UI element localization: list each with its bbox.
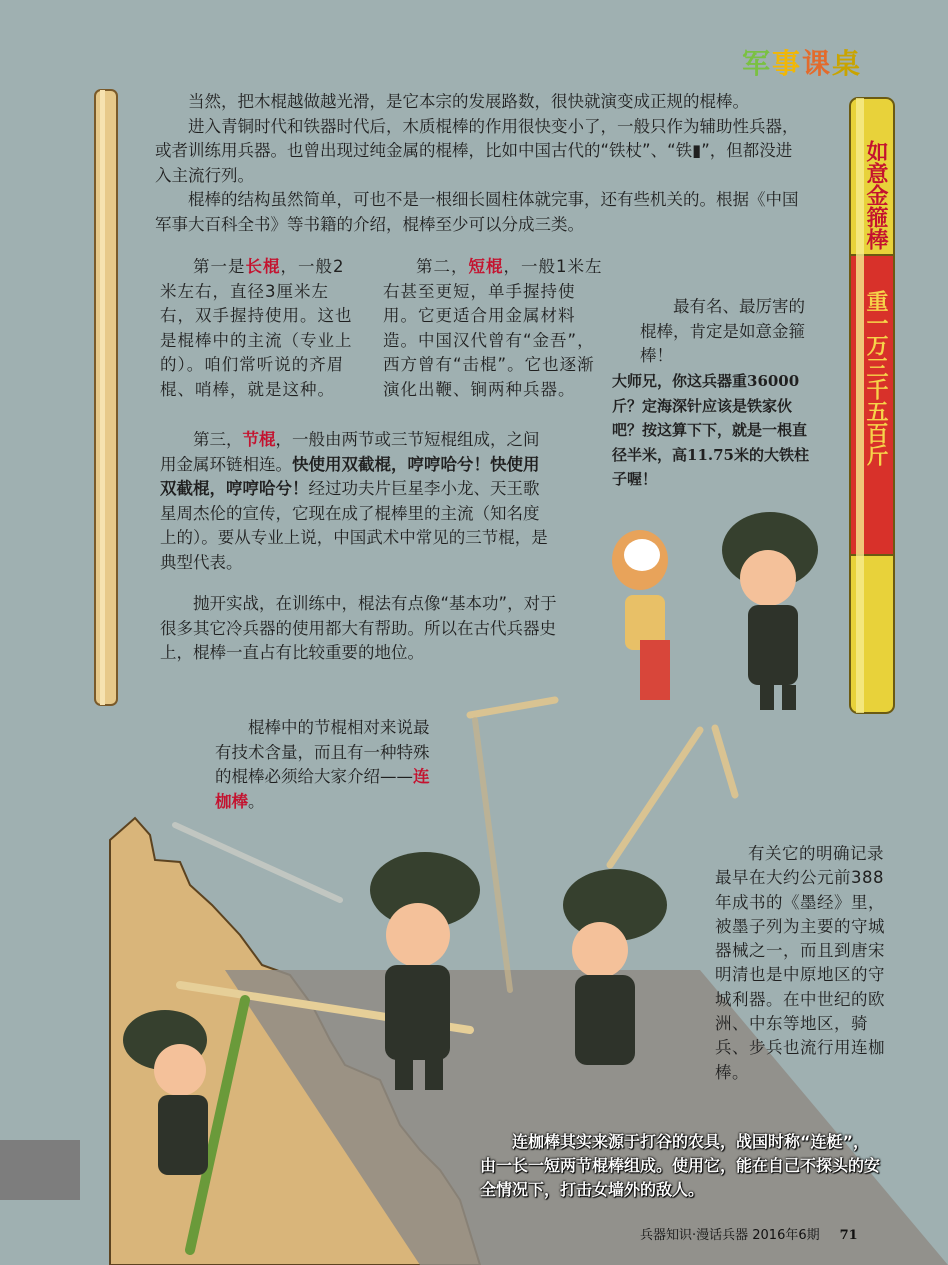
- page-footer: [640, 1224, 858, 1243]
- flail-intro-body: 棍棒中的节棍相对来说最有技术含量，而且有一种特殊的棍棒必须给大家介绍——: [215, 718, 430, 786]
- section-staff-paragraph: [160, 428, 552, 575]
- song-lyric: 快使用双截棍，哼哼哈兮！快使用双截棍，哼哼哈兮！: [160, 454, 540, 498]
- flail-term: 连枷棒: [215, 767, 430, 811]
- section-title-char: 事: [772, 47, 803, 80]
- section-title-char: 军: [742, 47, 773, 80]
- soldier-top-right: [722, 512, 818, 710]
- section-staff-term: 节棍: [242, 430, 276, 449]
- long-staff-body: ，一般2米左右，直径3厘米左右，双手握持使用。这也是棍棒中的主流（专业上的）。咱们常听说的齐眉棍、哨棒，就是这种。: [160, 257, 353, 399]
- monkey-king-figure: [612, 530, 670, 700]
- record-text: 有关它的明确记录最早在大约公元前388年成书的《墨经》里，被墨子列为主要的守城器械之一，而且到唐宋明清也是中原地区的守城利器。在中世纪的欧洲、中东等地区，骑兵、步兵也流行用连枷棒。: [715, 844, 885, 1082]
- cudgel-bottom-inscription: 重一万三千五百斤: [863, 290, 888, 466]
- section-staff-tail: 经过功夫片巨星李小龙、天王歌星周杰伦的宣传，它现在成了棍棒里的主流（知名度上的）。要从专业上说，中国武术中常见的三节棍，是典型代表。: [160, 479, 548, 572]
- short-staff-body: ，一般1米左右甚至更短，单手握持使用。它更适合用金属材料造。中国汉代曾有“金吾”，西方曾有“击棍”。它也逐渐演化出鞭、锏两种兵器。: [383, 257, 603, 399]
- famous-staff-paragraph: [640, 295, 815, 369]
- record-paragraph: [715, 842, 885, 1085]
- section-staff-prefix: 第三，: [193, 430, 243, 449]
- journal-name: 兵器知识·漫话兵器 2016年6期: [640, 1228, 820, 1243]
- famous-staff-text: 最有名、最厉害的棍棒，肯定是如意金箍棒！: [640, 297, 805, 365]
- section-staff-body: ，一般由两节或三节短棍组成，之间用金属环链相连。: [160, 430, 540, 474]
- illustration-caption: [480, 1130, 885, 1202]
- long-staff-paragraph: [160, 255, 356, 402]
- training-text: 抛开实战，在训练中，棍法有点像“基本功”，对于很多其它冷兵器的使用都大有帮助。所以在古代兵器史上，棍棒一直占有比较重要的地位。: [160, 594, 557, 662]
- flail-intro-end: 。: [248, 791, 265, 811]
- short-staff-paragraph: [383, 255, 609, 402]
- section-title-char: 课: [802, 47, 833, 80]
- long-staff-prefix: 第一是: [193, 257, 246, 276]
- page-number: 71: [839, 1228, 858, 1243]
- training-paragraph: [160, 592, 560, 666]
- intro-text: [155, 90, 803, 237]
- flail-intro-paragraph: [215, 716, 440, 814]
- short-staff-prefix: 第二，: [416, 257, 469, 276]
- long-staff-term: 长棍: [245, 257, 281, 276]
- intro-paragraph: 当然，把木棍越做越光滑，是它本宗的发展路数，很快就演变成正规的棍棒。: [188, 92, 749, 111]
- caption-text: 连枷棒其实来源于打谷的农具，战国时称“连梃”，由一长一短两节棍棒组成。使用它，能在自己不探头的安全情况下，打击女墙外的敌人。: [480, 1132, 881, 1199]
- short-staff-term: 短棍: [468, 257, 504, 276]
- intro-paragraph: 进入青铜时代和铁器时代后，木质棍棒的作用很快变小了，一般只作为辅助性兵器，或者训练用兵器。也曾出现过纯金属的棍棒，比如中国古代的“铁杖”、“铁▮”，但都没进入主流行列。: [155, 116, 799, 185]
- section-title-char: 桌: [832, 47, 863, 80]
- speech-bubble-text: 大师兄，你这兵器重36000斤？定海深针应该是铁家伙吧？按这算下下，就是一根直径半米，高11.75米的大铁柱子喔！: [612, 372, 809, 488]
- cudgel-top-inscription: 如意金箍棒: [863, 140, 888, 250]
- wooden-staff-illustration: [95, 90, 117, 705]
- intro-paragraph: 棍棒的结构虽然简单，可也不是一根细长圆柱体就完事，还有些机关的。根据《中国军事大百科全书》等书籍的介绍，棍棒至少可以分成三类。: [155, 190, 799, 234]
- section-title: [742, 42, 862, 82]
